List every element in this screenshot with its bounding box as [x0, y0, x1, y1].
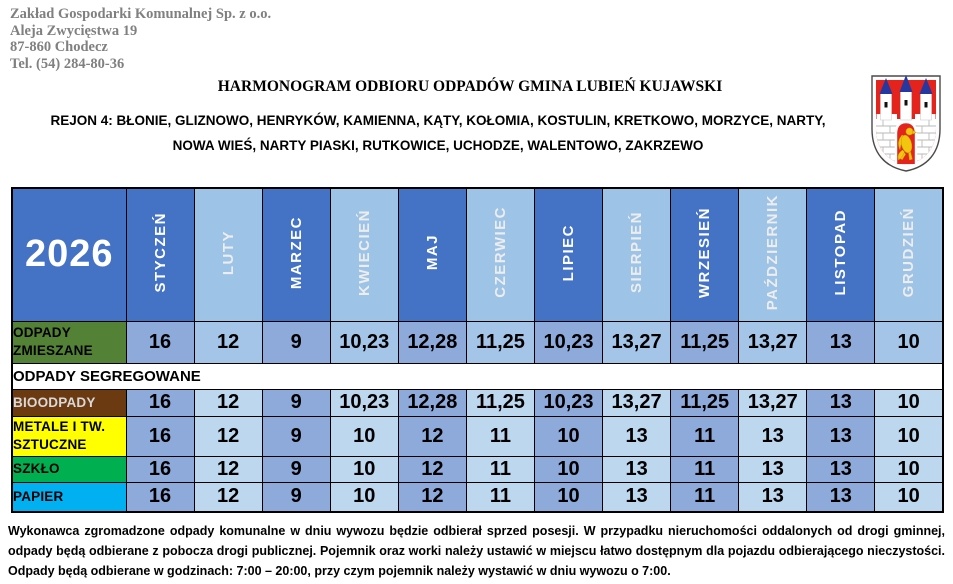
- month-header: [330, 188, 398, 321]
- schedule-cell: 13: [739, 416, 807, 456]
- schedule-cell: 9: [262, 482, 330, 512]
- schedule-cell: 10: [330, 482, 398, 512]
- schedule-cell: 12: [194, 482, 262, 512]
- schedule-cell: 10: [330, 416, 398, 456]
- schedule-cell: 13: [739, 456, 807, 482]
- schedule-cell: 13: [739, 482, 807, 512]
- schedule-cell: 13: [603, 482, 671, 512]
- row-label: SZKŁO: [12, 456, 126, 482]
- month-header: [126, 188, 194, 321]
- schedule-cell: 9: [262, 416, 330, 456]
- month-header: [807, 188, 875, 321]
- table-row: [12, 389, 943, 416]
- schedule-cell: 10,23: [330, 389, 398, 416]
- month-label: GRUDZIEŃ: [900, 207, 918, 298]
- schedule-cell: 12,28: [398, 389, 466, 416]
- schedule-cell: 10: [534, 456, 602, 482]
- month-label: PAŹDZIERNIK: [764, 194, 782, 311]
- schedule-cell: 9: [262, 456, 330, 482]
- schedule-cell: 10: [330, 456, 398, 482]
- schedule-cell: 9: [262, 389, 330, 416]
- year-cell: 2026: [12, 188, 126, 321]
- schedule-cell: 12: [398, 482, 466, 512]
- schedule-cell: 13,27: [739, 389, 807, 416]
- schedule-cell: 11,25: [671, 389, 739, 416]
- table-row: [12, 482, 943, 512]
- schedule-cell: 11: [466, 456, 534, 482]
- page-title: HARMONOGRAM ODBIORU ODPADÓW GMINA LUBIEŃ KUJAWSKI: [217, 78, 723, 95]
- schedule-cell: 13,27: [603, 389, 671, 416]
- month-label: MAJ: [423, 234, 441, 271]
- row-label: ODPADY ZMIESZANE: [12, 321, 126, 363]
- row-label: BIOODPADY: [12, 389, 126, 416]
- company-street: Aleja Zwycięstwa 19: [10, 22, 138, 39]
- schedule-cell: 11: [671, 482, 739, 512]
- month-header: [671, 188, 739, 321]
- schedule-cell: 12: [194, 389, 262, 416]
- row-label: METALE I TW. SZTUCZNE: [12, 416, 126, 456]
- month-header: [262, 188, 330, 321]
- company-name: Zakład Gospodarki Komunalnej Sp. z o.o.: [10, 6, 272, 22]
- month-header: [398, 188, 466, 321]
- schedule-cell: 10,23: [534, 321, 602, 363]
- month-label: LUTY: [219, 229, 237, 275]
- table-row: [12, 416, 943, 456]
- region-list: REJON 4: BŁONIE, GLIZNOWO, HENRYKÓW, KAMIENNA, KĄTY, KOŁOMIA, KOSTULIN, KRETKOWO, MORZYCE, NARTY, NOWA WIEŚ, NARTY PIASKI, RUTKOWICE, UCHODZE, WALENTOWO, ZAKRZEWO: [50, 113, 826, 153]
- schedule-table: [11, 187, 944, 513]
- schedule-cell: 13: [603, 416, 671, 456]
- table-row: [12, 456, 943, 482]
- schedule-cell: 13: [807, 389, 875, 416]
- schedule-cell: 11: [466, 416, 534, 456]
- month-header: [466, 188, 534, 321]
- month-label: SIERPIEŃ: [628, 211, 646, 294]
- schedule-cell: 11: [671, 416, 739, 456]
- schedule-cell: 12: [398, 456, 466, 482]
- schedule-cell: 13: [603, 456, 671, 482]
- schedule-cell: 12: [194, 456, 262, 482]
- month-label: CZERWIEC: [491, 206, 509, 299]
- company-city: 87-860 Chodecz: [10, 39, 108, 55]
- schedule-cell: 10: [534, 416, 602, 456]
- schedule-cell: 12: [398, 416, 466, 456]
- schedule-cell: 16: [126, 321, 194, 363]
- divider-row: [12, 363, 943, 389]
- schedule-cell: 10: [534, 482, 602, 512]
- schedule-cell: 12: [194, 321, 262, 363]
- schedule-cell: 11,25: [671, 321, 739, 363]
- schedule-cell: 16: [126, 416, 194, 456]
- schedule-cell: 10,23: [534, 389, 602, 416]
- schedule-cell: 13: [807, 482, 875, 512]
- schedule-cell: 12,28: [398, 321, 466, 363]
- schedule-cell: 10: [875, 321, 943, 363]
- schedule-cell: 13: [807, 456, 875, 482]
- table-row: [12, 321, 943, 363]
- month-header: [875, 188, 943, 321]
- month-header: [534, 188, 602, 321]
- month-header: [194, 188, 262, 321]
- schedule-cell: 10,23: [330, 321, 398, 363]
- schedule-cell: 16: [126, 389, 194, 416]
- divider-label: ODPADY SEGREGOWANE: [12, 363, 943, 389]
- schedule-cell: 11,25: [466, 389, 534, 416]
- month-label: KWIECIEŃ: [355, 208, 373, 296]
- schedule-cell: 11,25: [466, 321, 534, 363]
- schedule-cell: 9: [262, 321, 330, 363]
- schedule-cell: 16: [126, 482, 194, 512]
- schedule-cell: 10: [875, 416, 943, 456]
- schedule-cell: 10: [875, 456, 943, 482]
- schedule-cell: 13,27: [739, 321, 807, 363]
- schedule-cell: 10: [875, 482, 943, 512]
- schedule-table-body: [12, 188, 943, 512]
- row-label: PAPIER: [12, 482, 126, 512]
- schedule-cell: 11: [671, 456, 739, 482]
- header-row: [12, 188, 943, 321]
- month-header: [739, 188, 807, 321]
- month-label: WRZESIEŃ: [696, 206, 714, 298]
- month-label: STYCZEŃ: [151, 211, 169, 293]
- month-header: [603, 188, 671, 321]
- company-info: [10, 6, 271, 72]
- schedule-cell: 16: [126, 456, 194, 482]
- footer-note: Wykonawca zgromadzone odpady komunalne w dniu wywozu będzie odbierał sprzed posesji. W przypadku nieruchomości oddalonych od drogi gminnej, odpady będą odbierane z pobocza drogi publicznej. Pojemnik oraz worki należy ustawić w miejscu łatwo dostępnym dla pojazdu odbierającego nieczystości. Odpady będą odbierane w godzinach: 7:00 – 20:00, przy czym pojemnik należy wystawić w dniu wywozu o 7:00.: [8, 524, 945, 578]
- schedule-cell: 12: [194, 416, 262, 456]
- schedule-cell: 13,27: [603, 321, 671, 363]
- month-label: LISTOPAD: [832, 209, 850, 296]
- month-label: MARZEC: [287, 215, 305, 289]
- schedule-cell: 13: [807, 416, 875, 456]
- coat-of-arms-icon: [866, 72, 946, 176]
- company-phone: Tel. (54) 284-80-36: [10, 55, 125, 72]
- schedule-cell: 10: [875, 389, 943, 416]
- schedule-cell: 13: [807, 321, 875, 363]
- schedule-cell: 11: [466, 482, 534, 512]
- month-label: LIPIEC: [560, 223, 577, 281]
